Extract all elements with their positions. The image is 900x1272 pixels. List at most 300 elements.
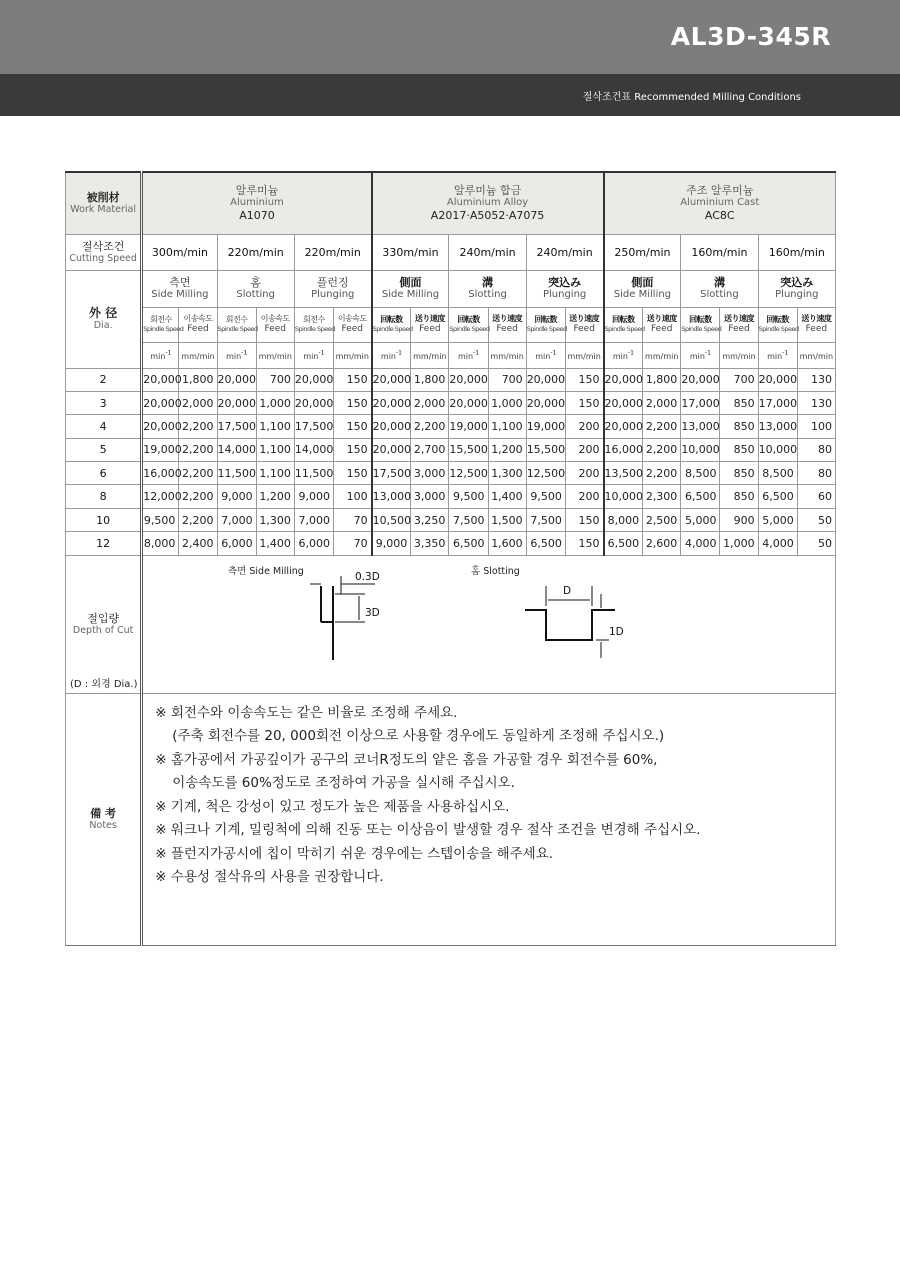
unit-sup: -1 bbox=[318, 348, 325, 356]
depth-note: (D : 외경 Dia.) bbox=[70, 678, 138, 690]
feed-cell: 1,200 bbox=[256, 485, 294, 508]
material-en: Aluminium bbox=[230, 196, 284, 208]
spindle-speed-cell: 13,000 bbox=[372, 485, 411, 508]
material-code: A1070 bbox=[239, 208, 275, 222]
table-row bbox=[66, 532, 836, 555]
spindle-speed-cell: 20,000 bbox=[217, 368, 256, 391]
feed-unit bbox=[643, 342, 681, 368]
feed-cell: 700 bbox=[256, 368, 294, 391]
unit-text: min bbox=[767, 351, 783, 361]
feed-header bbox=[256, 307, 294, 342]
feed-cell: 2,200 bbox=[643, 438, 681, 461]
spindle-speed-cell: 6,500 bbox=[758, 485, 797, 508]
spindle-speed-cell: 15,500 bbox=[526, 438, 565, 461]
feed-en: Feed bbox=[341, 324, 364, 334]
spindle-speed-cell: 7,500 bbox=[449, 508, 488, 531]
note-line: ※ 워크나 기계, 밀링척에 의해 진동 또는 이상음이 발생할 경우 절삭 조건을 변경해 주십시오. bbox=[155, 822, 701, 839]
spindle-unit bbox=[681, 342, 720, 368]
unit-text: mm/min bbox=[181, 351, 215, 361]
material-aluminium-alloy bbox=[372, 172, 604, 234]
spindle-speed-cell: 9,500 bbox=[449, 485, 488, 508]
feed-ko: 이송속도 bbox=[337, 314, 367, 323]
unit-sup: -1 bbox=[627, 348, 634, 356]
table-row bbox=[66, 508, 836, 531]
depth-diagram bbox=[142, 555, 836, 693]
unit-text: mm/min bbox=[799, 351, 834, 361]
feed-header bbox=[797, 307, 835, 342]
feed-cell: 1,500 bbox=[488, 508, 526, 531]
feed-cell: 1,300 bbox=[488, 462, 526, 485]
cutting-speed-value: 160m/min bbox=[681, 234, 758, 270]
depth-ko: 절입량 bbox=[87, 611, 120, 625]
material-aluminium-cast bbox=[604, 172, 836, 234]
feed-cell: 2,700 bbox=[411, 438, 449, 461]
spindle-unit bbox=[758, 342, 797, 368]
feed-jp: 送り速度 bbox=[646, 314, 677, 323]
spindle-speed-cell: 20,000 bbox=[372, 391, 411, 414]
mode-main: 突込み bbox=[548, 276, 582, 289]
spindle-speed-cell: 6,500 bbox=[526, 532, 565, 555]
spindle-speed-cell: 11,500 bbox=[294, 462, 333, 485]
mode-header bbox=[758, 270, 835, 307]
material-aluminium bbox=[142, 172, 372, 234]
spindle-unit bbox=[217, 342, 256, 368]
feed-jp: 送り速度 bbox=[414, 314, 445, 323]
subtitle-band bbox=[0, 74, 900, 116]
cutting-speed-ko: 절삭조건 bbox=[81, 239, 125, 253]
feed-unit bbox=[179, 342, 217, 368]
spindle-speed-cell: 10,000 bbox=[758, 438, 797, 461]
dia-label bbox=[66, 270, 142, 368]
feed-cell: 1,400 bbox=[256, 532, 294, 555]
unit-sup: -1 bbox=[782, 348, 789, 356]
spindle-speed-cell: 16,000 bbox=[142, 462, 179, 485]
feed-header bbox=[720, 307, 758, 342]
mode-header bbox=[449, 270, 526, 307]
note-line: 이송속도를 60%정도로 조정하여 가공을 실시해 주십시오. bbox=[172, 775, 515, 792]
feed-cell: 150 bbox=[333, 391, 371, 414]
feed-cell: 1,800 bbox=[643, 368, 681, 391]
spindle-header bbox=[449, 307, 488, 342]
feed-cell: 1,000 bbox=[256, 391, 294, 414]
spindle-speed-cell: 17,500 bbox=[217, 415, 256, 438]
spindle-en: Spindle Speed bbox=[681, 325, 722, 333]
feed-cell: 150 bbox=[565, 368, 603, 391]
spindle-speed-cell: 13,000 bbox=[681, 415, 720, 438]
dia-value: 4 bbox=[66, 415, 142, 438]
unit-text: min bbox=[226, 351, 242, 361]
depth-diagram-svg bbox=[143, 556, 837, 693]
work-material-label bbox=[66, 172, 142, 234]
feed-header bbox=[411, 307, 449, 342]
mode-main: 突込み bbox=[780, 276, 814, 289]
spindle-speed-cell: 20,000 bbox=[604, 368, 643, 391]
spindle-jp: 回転数 bbox=[689, 315, 712, 324]
feed-cell: 1,200 bbox=[488, 438, 526, 461]
spindle-ko: 회전수 bbox=[303, 315, 325, 324]
feed-cell: 1,800 bbox=[411, 368, 449, 391]
unit-text: mm/min bbox=[722, 351, 756, 361]
feed-en: Feed bbox=[651, 324, 673, 334]
mode-en: Side Milling bbox=[151, 289, 209, 300]
dia-value: 12 bbox=[66, 532, 142, 555]
feed-unit bbox=[411, 342, 449, 368]
feed-cell: 130 bbox=[797, 368, 835, 391]
spindle-header bbox=[217, 307, 256, 342]
feed-ko: 이송속도 bbox=[183, 314, 213, 323]
feed-en: Feed bbox=[805, 324, 828, 334]
feed-unit bbox=[256, 342, 294, 368]
spindle-speed-cell: 10,500 bbox=[372, 508, 411, 531]
unit-text: min bbox=[689, 351, 705, 361]
dia-value: 2 bbox=[66, 368, 142, 391]
feed-cell: 1,100 bbox=[256, 462, 294, 485]
header-band bbox=[0, 0, 900, 74]
mode-main: 溝 bbox=[713, 276, 725, 289]
feed-cell: 850 bbox=[720, 391, 758, 414]
feed-jp: 送り速度 bbox=[569, 314, 600, 323]
spindle-speed-cell: 9,500 bbox=[142, 508, 179, 531]
feed-jp: 送り速度 bbox=[724, 314, 755, 323]
spindle-speed-cell: 17,500 bbox=[294, 415, 333, 438]
spindle-ko: 회전수 bbox=[150, 315, 172, 324]
spindle-speed-cell: 14,000 bbox=[217, 438, 256, 461]
note-line: ※ 플런지가공시에 칩이 막히기 쉬운 경우에는 스텝이송을 해주세요. bbox=[155, 845, 554, 862]
unit-sup: -1 bbox=[396, 348, 402, 356]
spindle-unit bbox=[142, 342, 179, 368]
spindle-speed-cell: 20,000 bbox=[217, 391, 256, 414]
spindle-speed-cell: 8,500 bbox=[681, 462, 720, 485]
spindle-speed-cell: 20,000 bbox=[142, 368, 179, 391]
slotting-label: 홈 Slotting bbox=[471, 565, 521, 577]
spindle-header bbox=[294, 307, 333, 342]
spindle-speed-cell: 5,000 bbox=[758, 508, 797, 531]
feed-cell: 3,000 bbox=[411, 462, 449, 485]
table-row bbox=[66, 368, 836, 391]
unit-text: mm/min bbox=[490, 351, 524, 361]
cutting-speed-value: 300m/min bbox=[142, 234, 217, 270]
feed-cell: 2,200 bbox=[643, 462, 681, 485]
feed-cell: 200 bbox=[565, 485, 603, 508]
material-ko: 주조 알루미늄 bbox=[686, 183, 754, 197]
unit-text: mm/min bbox=[413, 351, 447, 361]
spindle-jp: 回転数 bbox=[766, 315, 789, 324]
feed-cell: 2,200 bbox=[411, 415, 449, 438]
spindle-speed-cell: 20,000 bbox=[142, 415, 179, 438]
cutting-speed-value: 330m/min bbox=[372, 234, 449, 270]
spindle-speed-cell: 7,000 bbox=[217, 508, 256, 531]
feed-cell: 3,000 bbox=[411, 485, 449, 508]
mode-header bbox=[604, 270, 681, 307]
spindle-speed-cell: 20,000 bbox=[604, 415, 643, 438]
material-en: Aluminium Alloy bbox=[446, 196, 529, 208]
spindle-unit bbox=[372, 342, 411, 368]
mode-en: Slotting bbox=[700, 289, 739, 300]
spindle-speed-cell: 20,000 bbox=[294, 368, 333, 391]
cutting-speed-en: Cutting Speed bbox=[69, 252, 137, 264]
note-line: ※ 회전수와 이송속도는 같은 비율로 조정해 주세요. bbox=[155, 704, 458, 721]
mode-main: 홈 bbox=[250, 276, 261, 289]
feed-cell: 850 bbox=[720, 438, 758, 461]
feed-unit bbox=[333, 342, 371, 368]
feed-cell: 2,300 bbox=[643, 485, 681, 508]
unit-sup: -1 bbox=[704, 348, 711, 356]
notes-ko: 備 考 bbox=[90, 806, 117, 820]
spindle-speed-cell: 6,500 bbox=[681, 485, 720, 508]
spindle-en: Spindle Speed bbox=[449, 325, 490, 333]
spindle-speed-cell: 6,500 bbox=[449, 532, 488, 555]
spindle-speed-cell: 5,000 bbox=[681, 508, 720, 531]
feed-en: Feed bbox=[728, 324, 750, 334]
table-row bbox=[66, 415, 836, 438]
feed-cell: 200 bbox=[565, 438, 603, 461]
dia-value: 3 bbox=[66, 391, 142, 414]
spindle-en: Spindle Speed bbox=[758, 325, 799, 333]
unit-text: min bbox=[535, 351, 551, 361]
spindle-en: Spindle Speed bbox=[526, 325, 567, 333]
spindle-jp: 回転数 bbox=[534, 315, 557, 324]
feed-cell: 1,400 bbox=[488, 485, 526, 508]
feed-cell: 850 bbox=[720, 485, 758, 508]
slot-width: D bbox=[563, 584, 572, 597]
spindle-jp: 回転数 bbox=[380, 315, 403, 324]
spindle-header bbox=[604, 307, 643, 342]
unit-text: mm/min bbox=[258, 351, 292, 361]
feed-cell: 1,800 bbox=[179, 368, 217, 391]
feed-cell: 70 bbox=[333, 508, 371, 531]
dia-ko: 外 径 bbox=[89, 305, 118, 320]
feed-cell: 2,200 bbox=[179, 438, 217, 461]
cutting-speed-value: 240m/min bbox=[526, 234, 603, 270]
unit-text: mm/min bbox=[567, 351, 601, 361]
side-axial-depth: 3D bbox=[365, 606, 381, 619]
table-row bbox=[66, 438, 836, 461]
spindle-speed-cell: 20,000 bbox=[294, 391, 333, 414]
feed-unit bbox=[720, 342, 758, 368]
feed-cell: 2,500 bbox=[643, 508, 681, 531]
mode-main: 측면 bbox=[169, 276, 191, 289]
spindle-speed-cell: 10,000 bbox=[681, 438, 720, 461]
feed-cell: 150 bbox=[565, 532, 603, 555]
feed-cell: 1,100 bbox=[256, 415, 294, 438]
cutting-speed-value: 160m/min bbox=[758, 234, 835, 270]
feed-cell: 2,200 bbox=[643, 415, 681, 438]
spindle-en: Spindle Speed bbox=[217, 325, 258, 333]
spindle-speed-cell: 12,500 bbox=[449, 462, 488, 485]
mode-en: Slotting bbox=[236, 289, 275, 300]
feed-cell: 150 bbox=[565, 508, 603, 531]
material-en: Aluminium Cast bbox=[680, 196, 760, 208]
feed-cell: 850 bbox=[720, 415, 758, 438]
feed-unit bbox=[797, 342, 835, 368]
feed-cell: 150 bbox=[333, 415, 371, 438]
note-line: ※ 홈가공에서 가공깊이가 공구의 코너R정도의 얕은 홈을 가공할 경우 회전수를 60%, bbox=[155, 751, 658, 768]
feed-unit bbox=[565, 342, 603, 368]
spindle-speed-cell: 20,000 bbox=[449, 368, 488, 391]
spindle-speed-cell: 12,000 bbox=[142, 485, 179, 508]
feed-cell: 2,400 bbox=[179, 532, 217, 555]
feed-cell: 1,000 bbox=[720, 532, 758, 555]
feed-cell: 3,350 bbox=[411, 532, 449, 555]
feed-header bbox=[333, 307, 371, 342]
mode-en: Plunging bbox=[775, 289, 819, 300]
unit-text: min bbox=[380, 351, 396, 361]
unit-sup: -1 bbox=[165, 348, 172, 356]
feed-cell: 200 bbox=[565, 462, 603, 485]
unit-text: min bbox=[303, 351, 319, 361]
feed-cell: 2,600 bbox=[643, 532, 681, 555]
feed-jp: 送り速度 bbox=[492, 314, 523, 323]
feed-cell: 50 bbox=[797, 508, 835, 531]
spindle-header bbox=[526, 307, 565, 342]
feed-header bbox=[179, 307, 217, 342]
feed-cell: 1,300 bbox=[256, 508, 294, 531]
spindle-speed-cell: 13,500 bbox=[604, 462, 643, 485]
unit-text: min bbox=[612, 351, 628, 361]
feed-cell: 70 bbox=[333, 532, 371, 555]
feed-cell: 150 bbox=[333, 368, 371, 391]
spindle-speed-cell: 20,000 bbox=[372, 438, 411, 461]
spindle-speed-cell: 15,500 bbox=[449, 438, 488, 461]
feed-cell: 2,200 bbox=[179, 508, 217, 531]
mode-en: Plunging bbox=[311, 289, 355, 300]
mode-en: Plunging bbox=[542, 289, 587, 300]
feed-cell: 150 bbox=[333, 438, 371, 461]
spindle-speed-cell: 8,500 bbox=[758, 462, 797, 485]
unit-sup: -1 bbox=[473, 348, 480, 356]
feed-cell: 100 bbox=[797, 415, 835, 438]
spindle-speed-cell: 19,000 bbox=[449, 415, 488, 438]
spindle-unit bbox=[294, 342, 333, 368]
note-line: (주축 회전수를 20, 000회전 이상으로 사용할 경우에도 동일하게 조정해 주십시오.) bbox=[172, 728, 665, 745]
milling-conditions-table bbox=[65, 171, 836, 946]
spindle-header bbox=[372, 307, 411, 342]
feed-cell: 2,200 bbox=[179, 462, 217, 485]
spindle-speed-cell: 20,000 bbox=[526, 391, 565, 414]
spindle-header bbox=[681, 307, 720, 342]
feed-cell: 3,250 bbox=[411, 508, 449, 531]
spindle-speed-cell: 6,000 bbox=[217, 532, 256, 555]
depth-en: Depth of Cut bbox=[72, 624, 134, 636]
spindle-speed-cell: 6,000 bbox=[294, 532, 333, 555]
mode-header bbox=[294, 270, 371, 307]
spindle-en: Spindle Speed bbox=[372, 325, 413, 333]
spindle-speed-cell: 20,000 bbox=[372, 368, 411, 391]
material-code: AC8C bbox=[704, 208, 735, 222]
feed-unit bbox=[488, 342, 526, 368]
spindle-speed-cell: 4,000 bbox=[681, 532, 720, 555]
feed-cell: 80 bbox=[797, 438, 835, 461]
dia-value: 8 bbox=[66, 485, 142, 508]
spindle-speed-cell: 19,000 bbox=[142, 438, 179, 461]
mode-main: 溝 bbox=[482, 276, 494, 289]
dia-en: Dia. bbox=[93, 319, 113, 331]
spindle-jp: 回転数 bbox=[612, 315, 635, 324]
mode-en: Side Milling bbox=[381, 289, 440, 300]
feed-jp: 送り速度 bbox=[801, 314, 832, 323]
feed-cell: 2,200 bbox=[179, 485, 217, 508]
mode-main: 플런징 bbox=[316, 276, 349, 289]
data-body bbox=[66, 368, 836, 555]
feed-en: Feed bbox=[496, 324, 518, 334]
spindle-speed-cell: 12,500 bbox=[526, 462, 565, 485]
feed-cell: 1,100 bbox=[488, 415, 526, 438]
spindle-speed-cell: 17,000 bbox=[681, 391, 720, 414]
spindle-speed-cell: 11,500 bbox=[217, 462, 256, 485]
dia-value: 10 bbox=[66, 508, 142, 531]
spindle-speed-cell: 7,000 bbox=[294, 508, 333, 531]
spindle-speed-cell: 13,000 bbox=[758, 415, 797, 438]
feed-en: Feed bbox=[573, 324, 595, 334]
mode-header bbox=[372, 270, 449, 307]
work-material-ko: 被削材 bbox=[86, 190, 120, 204]
feed-cell: 900 bbox=[720, 508, 758, 531]
material-ko: 알루미늄 bbox=[235, 183, 279, 197]
feed-cell: 200 bbox=[565, 415, 603, 438]
feed-cell: 1,100 bbox=[256, 438, 294, 461]
table-row bbox=[66, 462, 836, 485]
feed-cell: 1,600 bbox=[488, 532, 526, 555]
material-ko: 알루미늄 합금 bbox=[453, 183, 522, 197]
cutting-speed-value: 220m/min bbox=[217, 234, 294, 270]
spindle-speed-cell: 16,000 bbox=[604, 438, 643, 461]
feed-en: Feed bbox=[264, 324, 286, 334]
feed-cell: 100 bbox=[333, 485, 371, 508]
feed-header bbox=[643, 307, 681, 342]
mode-header bbox=[142, 270, 217, 307]
side-radial-depth: 0.3D bbox=[355, 570, 381, 583]
col-header-row bbox=[66, 307, 836, 342]
spindle-jp: 回転数 bbox=[457, 315, 480, 324]
work-material-en: Work Material bbox=[70, 203, 136, 215]
spindle-speed-cell: 9,000 bbox=[372, 532, 411, 555]
unit-row bbox=[66, 342, 836, 368]
spindle-speed-cell: 20,000 bbox=[604, 391, 643, 414]
feed-cell: 700 bbox=[488, 368, 526, 391]
mode-header bbox=[217, 270, 294, 307]
spindle-en: Spindle Speed bbox=[294, 325, 335, 333]
spindle-unit bbox=[449, 342, 488, 368]
mode-main: 側面 bbox=[631, 276, 654, 289]
feed-cell: 60 bbox=[797, 485, 835, 508]
cutting-speed-value: 240m/min bbox=[449, 234, 526, 270]
spindle-speed-cell: 20,000 bbox=[526, 368, 565, 391]
spindle-unit bbox=[526, 342, 565, 368]
spindle-ko: 회전수 bbox=[225, 315, 248, 324]
spindle-speed-cell: 10,000 bbox=[604, 485, 643, 508]
material-code: A2017·A5052·A7075 bbox=[430, 208, 545, 222]
spindle-speed-cell: 4,000 bbox=[758, 532, 797, 555]
mode-header bbox=[681, 270, 758, 307]
feed-cell: 150 bbox=[565, 391, 603, 414]
spindle-en: Spindle Speed bbox=[143, 325, 184, 333]
spindle-speed-cell: 17,000 bbox=[758, 391, 797, 414]
spindle-unit bbox=[604, 342, 643, 368]
spindle-speed-cell: 20,000 bbox=[758, 368, 797, 391]
spindle-speed-cell: 9,500 bbox=[526, 485, 565, 508]
table-row bbox=[66, 485, 836, 508]
table-row bbox=[66, 391, 836, 414]
feed-cell: 50 bbox=[797, 532, 835, 555]
product-code: AL3D-345R bbox=[670, 22, 831, 51]
spindle-speed-cell: 20,000 bbox=[449, 391, 488, 414]
feed-ko: 이송속도 bbox=[260, 314, 290, 323]
feed-cell: 80 bbox=[797, 462, 835, 485]
mode-main: 側面 bbox=[399, 276, 422, 289]
feed-header bbox=[488, 307, 526, 342]
unit-text: min bbox=[457, 351, 474, 361]
spindle-speed-cell: 7,500 bbox=[526, 508, 565, 531]
